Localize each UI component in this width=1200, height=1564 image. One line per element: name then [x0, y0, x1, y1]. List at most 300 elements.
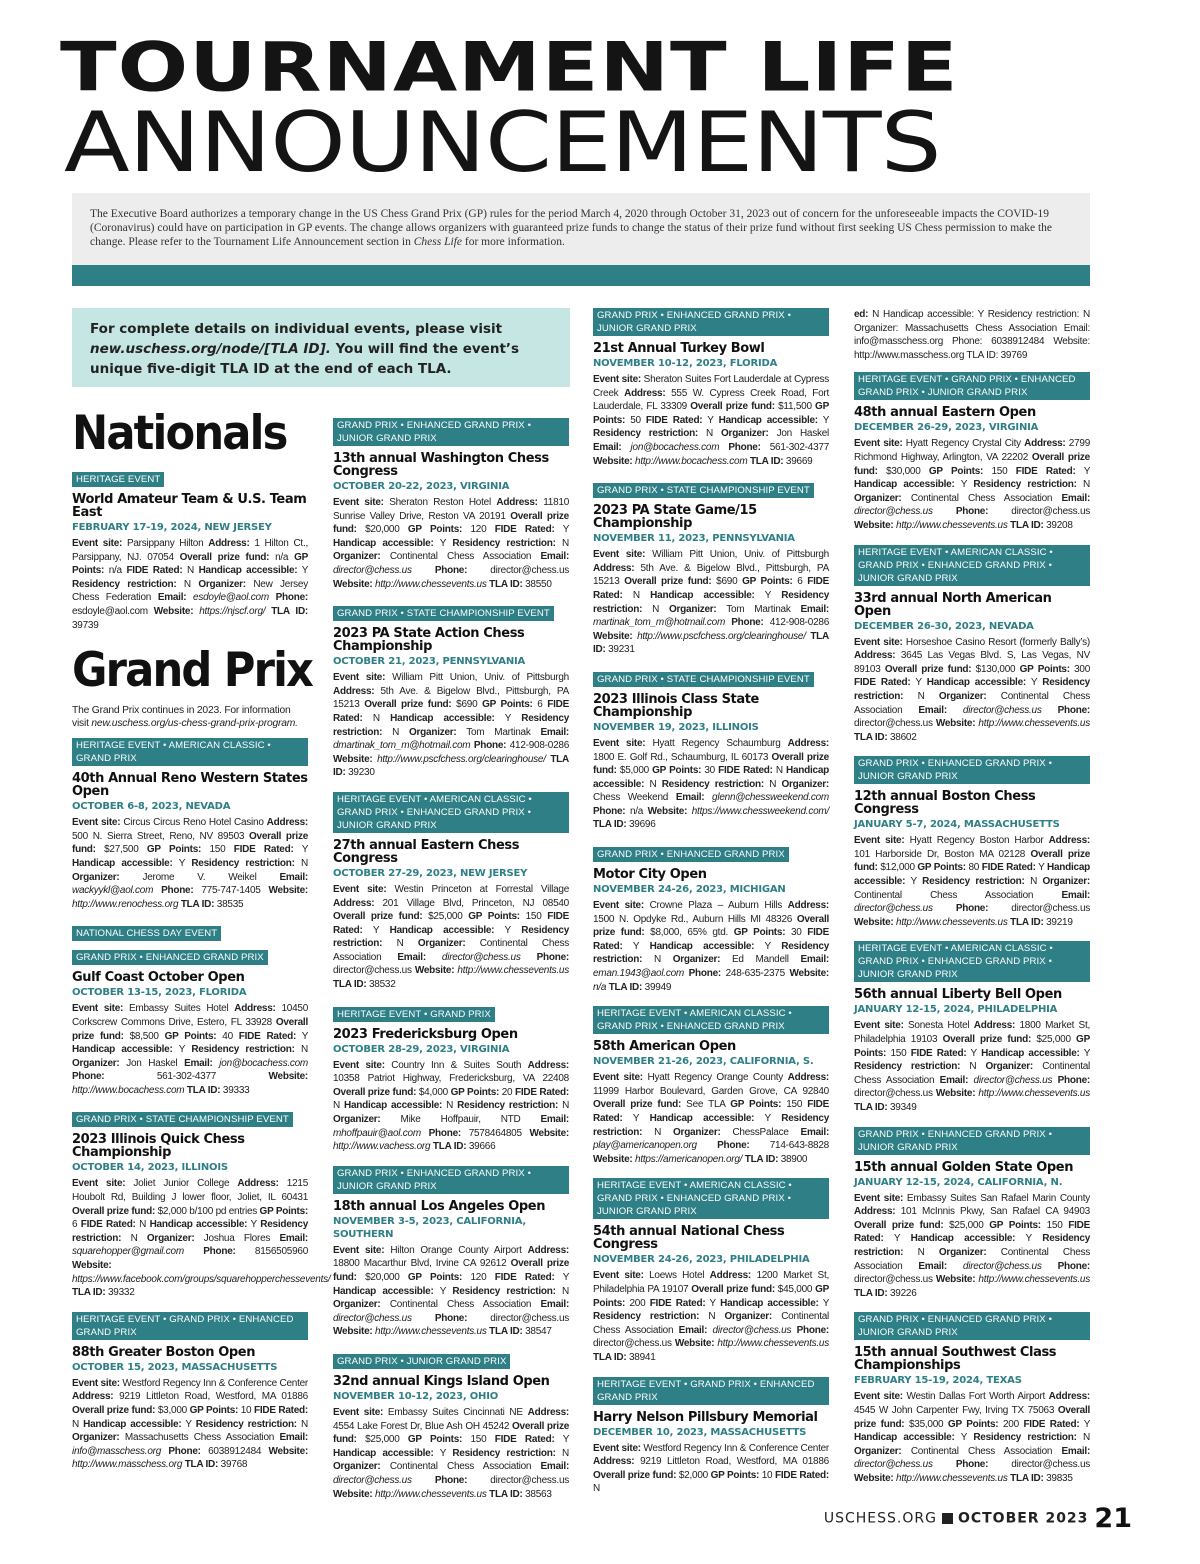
label-prize: Overall prize fund: [333, 510, 569, 536]
value-organizer: Continental Chess Association [333, 938, 570, 963]
label-fide: FIDE Rated: [981, 862, 1036, 874]
label-tla: TLA ID: [854, 1102, 888, 1113]
value-website[interactable]: http://www.pscfchess.org/clearinghouse/ [377, 753, 546, 765]
value-tla: 39208 [1046, 519, 1073, 531]
value-residency: N [653, 954, 661, 966]
label-website: Website: [153, 605, 194, 617]
details-line1: For complete details on individual events, please visit [90, 321, 503, 337]
value-tla: 39230 [348, 767, 375, 779]
value-prize: n/a [275, 551, 289, 563]
event-tags: GRAND PRIX • ENHANCED GRAND PRIX [593, 847, 789, 862]
value-handicap: Y [439, 537, 446, 549]
label-fide: FIDE Rated: [645, 414, 703, 426]
value-phone: 714-643-8828 [769, 1140, 829, 1152]
value-prize: $12,000 [880, 862, 915, 874]
value-website[interactable]: http://www.chessevents.us [978, 1274, 1090, 1286]
event-date: OCTOBER 13-15, 2023, FLORIDA [72, 987, 247, 999]
value-tla: 38535 [216, 898, 244, 910]
value-phone: director@chess.us [333, 965, 412, 977]
value-website[interactable]: http://www.chessevents.us [896, 1472, 1008, 1484]
label-residency: Residency restriction: [593, 940, 830, 966]
label-address: Address: [787, 900, 829, 912]
label-phone: Phone: [434, 564, 468, 576]
label-address: Address: [973, 1020, 1016, 1032]
value-prize: $3,000 [157, 1405, 187, 1416]
value-website[interactable]: http://www.pscfchess.org/clearinghouse/ [637, 630, 806, 642]
label-website: Website: [333, 753, 373, 765]
label-residency: Residency restriction: [661, 778, 764, 790]
label-handicap: Handicap accessible: [389, 924, 495, 936]
value-gp: 10 [761, 1469, 773, 1481]
event-name: 2023 PA State Action Chess Championship [333, 626, 525, 655]
label-handicap: Handicap accessible: [854, 479, 955, 491]
continued-event-text [854, 308, 1090, 362]
event-details [72, 1377, 308, 1472]
value-residency: N [301, 857, 309, 869]
value-phone: director@chess.us [854, 1274, 933, 1286]
label-gp: GP Points: [742, 576, 793, 588]
label-prize: Overall prize fund: [72, 1016, 308, 1042]
value-email[interactable]: glenn@chessweekend.com [712, 792, 829, 804]
value-prize: $130,000 [975, 663, 1016, 675]
value-phone: director@chess.us [490, 564, 570, 576]
value-email[interactable]: director@chess.us [441, 951, 521, 963]
event-tags: HERITAGE EVENT [72, 472, 164, 487]
value-gp: 20 [501, 1086, 513, 1098]
page-footer [820, 1503, 1132, 1535]
label-address: Address: [854, 1206, 896, 1218]
label-residency: Residency restriction: [72, 578, 177, 590]
value-website[interactable]: http://www.chessevents.us [375, 1326, 487, 1338]
label-site: Event site: [333, 672, 386, 684]
value-prize: $45,000 [777, 1283, 813, 1295]
event-tags: GRAND PRIX • STATE CHAMPIONSHIP EVENT [593, 483, 814, 498]
value-handicap: Y [960, 479, 967, 491]
label-tla: TLA ID: [854, 731, 888, 743]
label-organizer: Organizer: [672, 954, 721, 966]
event-listing [72, 923, 308, 1097]
value-website[interactable]: http://www.chessevents.us [375, 578, 487, 590]
event-name: 32nd annual Kings Island Open [333, 1373, 550, 1389]
value-residency: N [969, 1061, 977, 1073]
label-email: Email: [1061, 889, 1091, 901]
page-title-line1: TOURNAMENT LIFE [60, 27, 959, 107]
continued-text: N Handicap accessible: Y Residency restriction: N Organizer: Massachusetts Chess Association Email: info@masschess.org Phone: 6038912484 Website: http://www.masschess.org TLA ID: 39769 [854, 309, 1090, 361]
value-fide: Y [301, 1030, 309, 1042]
event-listing [854, 372, 1090, 532]
value-email[interactable]: wackyykl@aol.com [72, 885, 154, 897]
event-name: 13th annual Washington Chess Congress [333, 451, 549, 479]
value-prize: $8,000, 65% gtd. [650, 927, 729, 939]
label-tla: TLA ID: [749, 455, 784, 467]
value-site: Horseshoe Casino Resort (formerly Bally’s) [905, 636, 1090, 648]
label-organizer: Organizer: [985, 1061, 1034, 1073]
value-gp: 150 [991, 465, 1008, 477]
value-website[interactable]: n/a [593, 981, 607, 993]
label-website: Website: [935, 718, 976, 730]
value-site: Hyatt Regency Schaumburg [652, 737, 781, 749]
value-address: 4554 Lake Forest Dr, Blue Ash OH 45242 [333, 1420, 510, 1432]
label-organizer: Organizer: [721, 428, 769, 440]
label-handicap: Handicap accessible: [343, 1100, 443, 1112]
value-handicap: Y [301, 565, 308, 577]
label-organizer: Organizer: [854, 1445, 902, 1457]
event-details [593, 373, 829, 468]
value-handicap: Y [178, 857, 185, 869]
details-link[interactable]: new.uschess.org/node/[TLA ID]. [90, 341, 331, 357]
column-2 [333, 418, 569, 1513]
event-name: 2023 Illinois Quick Chess Championship [72, 1132, 245, 1161]
value-email[interactable]: eman.1943@aol.com [593, 968, 684, 980]
value-website[interactable]: http://www.chessevents.us [978, 718, 1090, 730]
label-fide: FIDE Rated: [238, 1030, 297, 1042]
event-listing [72, 1312, 308, 1472]
section-heading-nationals: Nationals [72, 406, 287, 461]
value-residency: N [562, 1447, 570, 1459]
label-gp: GP Points: [928, 465, 984, 477]
value-website[interactable]: http://www.masschess.org [72, 1459, 183, 1471]
label-organizer: Organizer: [781, 778, 829, 790]
value-phone: director@chess.us [854, 718, 933, 730]
value-website[interactable]: http://www.renochess.org [72, 898, 179, 910]
event-details [72, 1002, 308, 1097]
event-tags: GRAND PRIX • ENHANCED GRAND PRIX • JUNIOR GRAND PRIX [333, 1166, 569, 1194]
event-date: NOVEMBER 24-26, 2023, MICHIGAN [593, 884, 786, 896]
value-website[interactable]: http://www.chessevents.us [375, 1488, 487, 1500]
label-phone: Phone: [955, 903, 989, 915]
event-details [333, 1244, 569, 1339]
value-residency: N [562, 537, 570, 549]
value-handicap: N [446, 1100, 454, 1112]
label-gp: GP Points: [407, 1272, 463, 1283]
value-residency: N [183, 578, 191, 590]
event-date: DECEMBER 26-29, 2023, VIRGINIA [854, 422, 1039, 434]
value-email[interactable]: director@chess.us [333, 564, 412, 576]
value-gp: 6 [797, 576, 803, 588]
event-tags: HERITAGE EVENT • AMERICAN CLASSIC • GRAND PRIX • ENHANCED GRAND PRIX • JUNIOR GRAND PRIX [854, 545, 1090, 586]
event-listing [333, 1166, 569, 1339]
event-tags: HERITAGE EVENT • AMERICAN CLASSIC • GRAND PRIX • ENHANCED GRAND PRIX [593, 1006, 829, 1034]
event-date: NOVEMBER 11, 2023, PENNSYLVANIA [593, 533, 795, 545]
value-fide: Y [632, 1113, 640, 1124]
value-phone: 561-302-4377 [769, 441, 830, 453]
value-email[interactable]: director@chess.us [962, 704, 1042, 716]
event-tags: HERITAGE EVENT • GRAND PRIX • ENHANCED GRAND PRIX • JUNIOR GRAND PRIX [854, 372, 1090, 400]
value-gp: 150 [525, 911, 542, 923]
value-organizer: Massachusetts Chess Association [124, 1432, 275, 1444]
event-details [854, 636, 1090, 745]
label-residency: Residency restriction: [593, 589, 830, 615]
label-prize: Overall prize fund: [179, 551, 270, 563]
label-organizer: Organizer: [333, 1299, 381, 1311]
value-residency: N [1030, 876, 1038, 888]
label-prize: Overall prize fund: [72, 830, 309, 856]
value-email[interactable]: director@chess.us [854, 1459, 933, 1471]
value-phone: director@chess.us [1011, 903, 1091, 915]
value-fide: Y [562, 1272, 569, 1283]
value-organizer: Continental Chess Association [910, 492, 1053, 504]
value-prize: $25,000 [949, 1219, 984, 1231]
label-handicap: Handicap accessible: [718, 414, 818, 426]
label-address: Address: [709, 1270, 752, 1282]
value-email[interactable]: director@chess.us [712, 1324, 792, 1336]
value-email[interactable]: jon@bocachess.com [219, 1057, 309, 1069]
value-gp: 150 [890, 1047, 907, 1059]
label-tla: TLA ID: [180, 898, 215, 910]
value-email[interactable]: play@americanopen.org [593, 1140, 697, 1152]
event-listing [333, 418, 569, 591]
label-tla: TLA ID: [489, 1488, 523, 1500]
value-organizer: Continental Chess Association [389, 551, 532, 563]
value-website[interactable]: https://www.chessweekend.com/ [691, 805, 829, 817]
value-email[interactable]: mhoffpauir@aol.com [333, 1127, 421, 1139]
value-organizer: Continental Chess Association [854, 1246, 1091, 1272]
value-website[interactable]: http://www.chessevents.us [457, 965, 569, 977]
value-website[interactable]: https://njscf.org/ [199, 605, 266, 617]
value-residency: N [769, 778, 777, 790]
value-email[interactable]: esdoyle@aol.com [193, 592, 269, 604]
label-fide: FIDE Rated: [80, 1219, 136, 1231]
value-tla: 38602 [889, 731, 917, 743]
value-website[interactable]: https://americanopen.org/ [635, 1153, 743, 1165]
label-prize: Overall prize fund: [593, 1469, 677, 1481]
label-gp: GP Points: [482, 699, 533, 711]
label-phone: Phone: [688, 968, 721, 980]
value-prize: $35,000 [908, 1418, 944, 1430]
label-gp: GP Points: [450, 1086, 500, 1098]
label-phone: Phone: [536, 951, 570, 963]
label-address: Address: [1048, 1391, 1091, 1403]
value-email[interactable]: director@chess.us [333, 1312, 412, 1324]
label-address: Address: [1024, 438, 1066, 450]
value-tla: 39949 [644, 981, 672, 993]
value-residency: N [396, 938, 404, 950]
label-handicap: Handicap accessible: [720, 1297, 819, 1309]
value-website[interactable]: http://www.vachess.org [333, 1141, 431, 1153]
event-name: 54th annual National Chess Congress [593, 1224, 785, 1253]
label-email: Email: [678, 1324, 708, 1336]
event-details [593, 1071, 829, 1166]
label-fide: FIDE Rated: [910, 1047, 967, 1059]
event-name: 33rd annual North American Open [854, 590, 1052, 619]
label-prize: Overall prize fund: [593, 913, 830, 939]
event-listing [593, 669, 829, 832]
value-email[interactable]: dmartinak_tom_m@hotmail.com [333, 740, 471, 752]
value-website[interactable]: http://www.bocachess.com [72, 1084, 185, 1096]
value-site: Westford Regency Inn & Conference Center [643, 1442, 829, 1454]
event-details [593, 737, 829, 832]
label-site: Event site: [593, 549, 646, 561]
value-website[interactable]: https://www.facebook.com/groups/squarehopperchessevents/ [72, 1273, 331, 1285]
value-phone: director@chess.us [854, 1088, 933, 1100]
value-website[interactable]: http://www.chessevents.us [896, 519, 1008, 531]
label-phone: Phone: [161, 885, 194, 897]
value-fide: N [593, 1483, 600, 1495]
label-website: Website: [854, 1472, 894, 1484]
label-handicap: Handicap accessible: [854, 862, 1091, 888]
label-residency: Residency restriction: [191, 857, 295, 869]
label-gp: GP Points: [710, 1469, 760, 1481]
event-date: OCTOBER 21, 2023, PENNSYLVANIA [333, 656, 526, 668]
label-gp: GP Points: [917, 862, 966, 874]
value-email[interactable]: martinak_tom_m@hotmail.com [593, 617, 726, 629]
label-tla: TLA ID: [489, 578, 523, 590]
label-residency: Residency restriction: [854, 1233, 1091, 1258]
event-name: 88th Greater Boston Open [72, 1344, 256, 1360]
label-gp: GP Points: [1019, 663, 1070, 675]
label-email: Email: [279, 1232, 308, 1244]
value-email[interactable]: director@chess.us [962, 1260, 1042, 1272]
value-phone: director@chess.us [490, 1312, 570, 1324]
value-tla: 39835 [1046, 1472, 1073, 1484]
label-email: Email: [279, 871, 309, 883]
label-residency: Residency restriction: [854, 1061, 961, 1073]
value-residency: N [654, 1126, 662, 1138]
value-email[interactable]: director@chess.us [854, 903, 933, 915]
value-prize: $690 [456, 699, 478, 711]
label-fide: FIDE Rated: [649, 1297, 706, 1309]
label-gp: GP Points: [947, 1418, 999, 1430]
event-listing [854, 1312, 1090, 1485]
value-website[interactable]: http://www.bocachess.com [635, 455, 748, 467]
value-prize: $20,000 [365, 1272, 400, 1283]
value-email[interactable]: director@chess.us [854, 506, 933, 518]
label-email: Email: [1061, 1445, 1091, 1457]
value-email[interactable]: jon@bocachess.com [630, 441, 720, 453]
value-organizer: Continental Chess Association [910, 1445, 1053, 1457]
footer-url[interactable]: USCHESS.ORG [823, 1510, 937, 1527]
label-handicap: Handicap accessible: [650, 589, 755, 601]
label-address: Address: [208, 538, 250, 549]
event-listing [854, 545, 1090, 745]
label-gp: GP Points: [146, 844, 202, 856]
value-handicap: Y [504, 712, 511, 724]
event-date: OCTOBER 28-29, 2023, VIRGINIA [333, 1043, 510, 1055]
event-tags: GRAND PRIX • ENHANCED GRAND PRIX • JUNIOR GRAND PRIX [854, 1127, 1090, 1155]
label-handicap: Handicap accessible: [333, 537, 434, 549]
value-handicap: Y [960, 1432, 967, 1444]
value-tla: 39669 [785, 455, 813, 467]
page-number: 21 [1094, 1503, 1132, 1534]
event-name: Gulf Coast October Open [72, 970, 245, 986]
value-phone: 775-747-1405 [201, 885, 261, 897]
label-site: Event site: [333, 497, 384, 508]
value-email[interactable]: director@chess.us [333, 1474, 412, 1486]
label-website: Website: [593, 630, 633, 642]
label-phone: Phone: [955, 506, 989, 518]
label-prize: Overall prize fund: [333, 911, 423, 923]
event-listing [333, 1004, 569, 1154]
label-email: Email: [279, 1432, 309, 1444]
label-residency: Residency restriction: [973, 1432, 1077, 1444]
label-handicap: Handicap accessible: [72, 857, 173, 869]
value-residency: N [917, 690, 925, 702]
value-website[interactable]: http://www.chessevents.us [717, 1338, 829, 1350]
label-phone: Phone: [72, 1071, 105, 1083]
label-site: Event site: [72, 538, 123, 549]
value-address: 101 McInnis Pkwy, San Rafael CA 94903 [900, 1206, 1090, 1218]
value-organizer: Ed Mandell [731, 954, 789, 966]
label-site: Event site: [854, 1192, 904, 1204]
label-fide: FIDE Rated: [593, 1099, 830, 1124]
label-site: Event site: [72, 1003, 124, 1015]
value-email[interactable]: director@chess.us [973, 1074, 1053, 1086]
label-gp: GP Points: [468, 911, 520, 923]
value-website[interactable]: http://www.chessevents.us [896, 916, 1008, 928]
event-details [854, 1192, 1090, 1301]
label-organizer: Organizer: [146, 1232, 195, 1244]
value-tla: 39332 [107, 1287, 135, 1299]
value-site: Hilton Orange County Airport [390, 1244, 522, 1256]
label-organizer: Organizer: [673, 1126, 721, 1138]
value-phone: director@chess.us [593, 1338, 672, 1350]
covid-notice [72, 193, 1090, 265]
value-gp: 150 [209, 844, 226, 856]
label-tla: TLA ID: [1010, 519, 1044, 531]
value-gp: 80 [968, 862, 980, 874]
label-handicap: Handicap accessible: [981, 1047, 1080, 1059]
label-phone: Phone: [728, 441, 761, 453]
label-fide: FIDE Rated: [718, 765, 773, 777]
value-email[interactable]: info@masschess.org [72, 1445, 162, 1457]
event-name: 48th annual Eastern Open [854, 405, 1036, 421]
value-site: Westford Regency Inn & Conference Center [122, 1377, 308, 1389]
value-email[interactable]: squarehopper@gmail.com [72, 1246, 184, 1258]
value-gp: 120 [470, 524, 487, 536]
label-fide: FIDE Rated: [514, 1086, 569, 1098]
label-fide: FIDE Rated: [854, 1219, 1091, 1245]
label-gp: GP Points: [593, 1283, 830, 1309]
label-address: Address: [496, 497, 538, 508]
event-details [854, 1019, 1090, 1114]
value-website[interactable]: http://www.chessevents.us [978, 1088, 1090, 1100]
label-tla: TLA ID: [333, 979, 367, 991]
value-address: 500 N. Sierra Street, Reno, NV 89503 [72, 830, 245, 842]
label-address: Address: [527, 1406, 569, 1418]
grand-prix-intro-text: The Grand Prix continues in 2023. For information visit [72, 705, 291, 730]
label-email: Email: [540, 1114, 569, 1126]
label-residency: Residency restriction: [973, 479, 1077, 491]
value-fide: Y [709, 1297, 716, 1309]
label-website: Website: [674, 1338, 715, 1350]
value-prize: $2,000 b/100 pd entries [157, 1205, 257, 1217]
label-fide: FIDE Rated: [593, 927, 830, 952]
label-organizer: Organizer: [409, 726, 457, 738]
label-prize: Overall prize fund: [691, 1283, 775, 1295]
value-tla: 38550 [525, 578, 552, 590]
section-heading-grand-prix: Grand Prix [72, 643, 313, 699]
value-fide: Y [915, 677, 922, 689]
label-tla: TLA ID: [854, 1287, 888, 1299]
label-site: Event site: [333, 1406, 384, 1418]
label-site: Event site: [854, 1020, 904, 1032]
value-gp: 40 [222, 1030, 233, 1042]
grand-prix-link[interactable]: new.uschess.org/us-chess-grand-prix-program. [91, 718, 298, 730]
value-fide: Y [970, 1047, 977, 1059]
label-handicap: Handicap accessible: [649, 1113, 755, 1124]
value-fide: Y [1083, 1418, 1091, 1430]
value-site: Embassy Suites Cincinnati NE [387, 1406, 523, 1418]
label-prize: Overall prize fund: [624, 576, 712, 588]
value-tla: 38941 [628, 1351, 656, 1363]
value-tla: 39231 [608, 644, 635, 656]
label-site: Event site: [72, 1178, 126, 1190]
event-date: OCTOBER 15, 2023, MASSACHUSETTS [72, 1361, 278, 1373]
value-gp: 300 [1074, 663, 1091, 675]
event-tags: HERITAGE EVENT • GRAND PRIX [333, 1007, 495, 1022]
value-organizer: Continental Chess Association [593, 1311, 830, 1336]
footer-month: OCTOBER 2023 [957, 1510, 1089, 1527]
